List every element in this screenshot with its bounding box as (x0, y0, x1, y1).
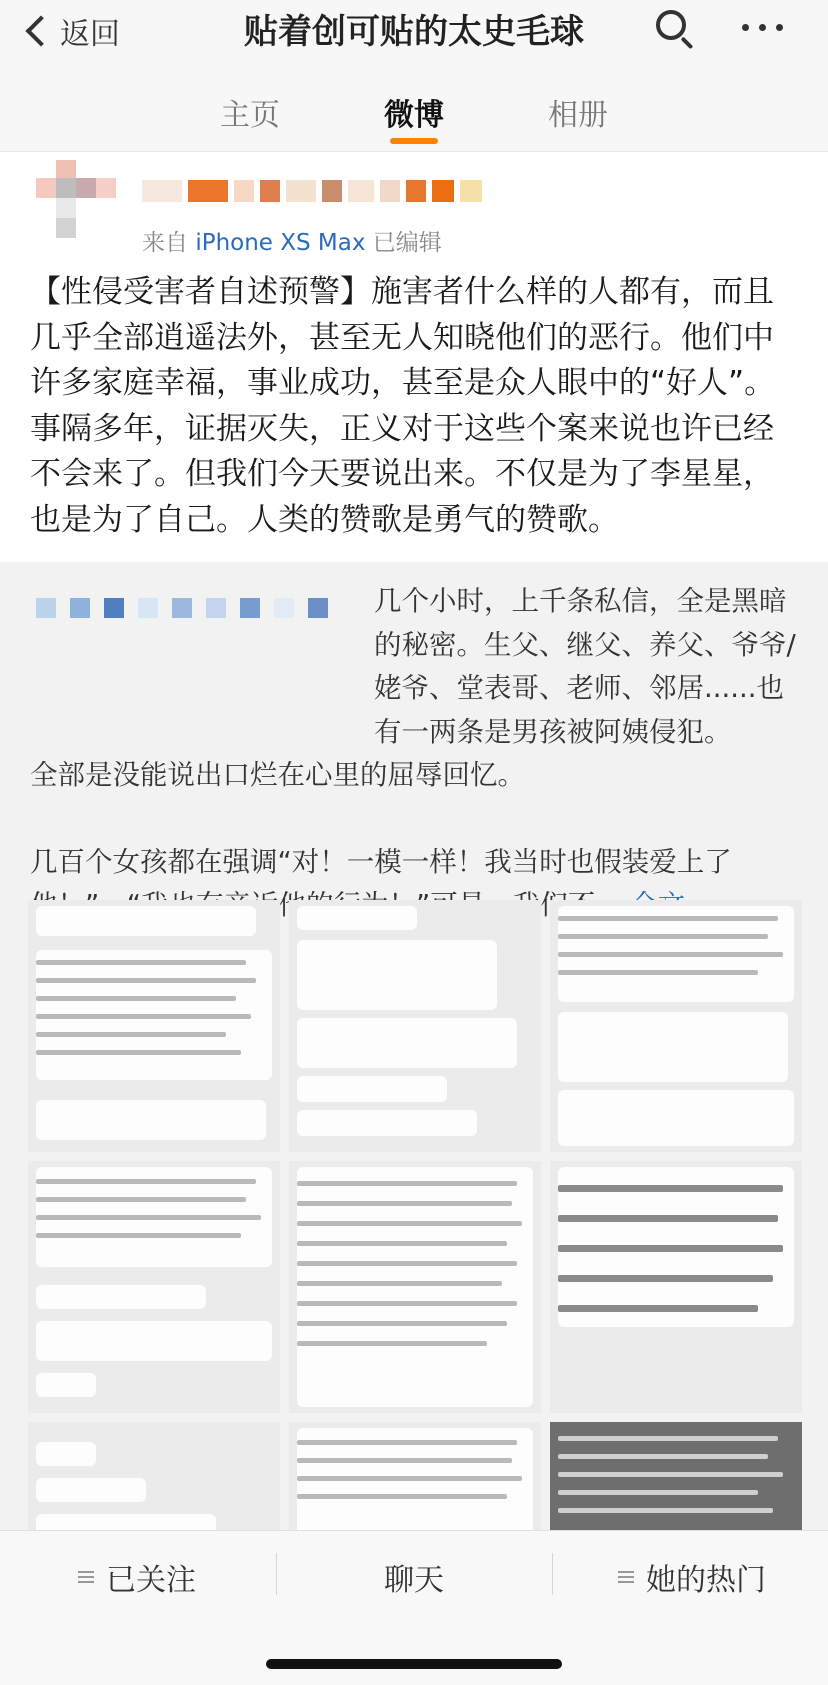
image-grid (28, 900, 802, 1600)
grid-image[interactable] (28, 1161, 280, 1413)
post-text: 【性侵受害者自述预警】施害者什么样的人都有，而且几乎全部逍遥法外，甚至无人知晓他们的恶行。他们中许多家庭幸福，事业成功，甚至是众人眼中的“好人”。事隔多年，证据灭失，正义对于这些个案来说也许已经不会来了。但我们今天要说出来。不仅是为了李星星，也是为了自己。人类的赞歌是勇气的赞歌。 (30, 274, 776, 538)
grid-image[interactable] (289, 1161, 541, 1413)
follow-button[interactable]: 已关注 (78, 1555, 196, 1599)
divider (552, 1553, 553, 1595)
avatar[interactable] (36, 160, 120, 260)
chat-button[interactable]: 聊天 (384, 1563, 444, 1598)
username-redacted[interactable] (142, 180, 482, 206)
repost-line: 几个小时，上千条私信，全是黑暗的秘密。生父、继父、养父、爷爷/姥爷、堂表哥、老师、邻居......也有一两条是男孩被阿姨侵犯。 (374, 585, 796, 748)
more-options-button[interactable] (742, 24, 783, 31)
bottom-action-bar (0, 1530, 828, 1685)
search-icon (656, 10, 686, 40)
search-button[interactable] (654, 8, 694, 48)
repost-line: 全部是没能说出口烂在心里的屈辱回忆。 (30, 759, 525, 791)
grid-image[interactable] (550, 1161, 802, 1413)
tab-weibo[interactable]: 微博 (384, 98, 444, 133)
back-label: 返回 (60, 17, 120, 52)
grid-image[interactable] (550, 900, 802, 1152)
repost-line: 几百个女孩都在强调“对！一模一样！我当时也假装爱上了 (30, 841, 800, 928)
divider (276, 1553, 277, 1595)
post-source: 来自 iPhone XS Max 已编辑 (142, 230, 442, 256)
menu-lines-icon (618, 1569, 634, 1585)
tab-home[interactable]: 主页 (220, 98, 280, 133)
source-device-link[interactable]: iPhone XS Max (195, 230, 366, 256)
home-indicator (266, 1659, 562, 1669)
page-title: 贴着创可贴的太史毛球 (244, 12, 584, 52)
grid-image[interactable] (289, 900, 541, 1152)
top-nav-bar (0, 0, 828, 70)
grid-image[interactable] (28, 900, 280, 1152)
menu-lines-icon (78, 1569, 94, 1585)
profile-tabs (0, 70, 828, 152)
post-header (0, 152, 828, 262)
tab-album[interactable]: 相册 (548, 98, 608, 133)
her-hot-button[interactable]: 她的热门 (618, 1555, 766, 1599)
repost-text (30, 580, 800, 928)
more-dot-icon (742, 24, 749, 31)
tab-active-indicator (390, 138, 438, 144)
